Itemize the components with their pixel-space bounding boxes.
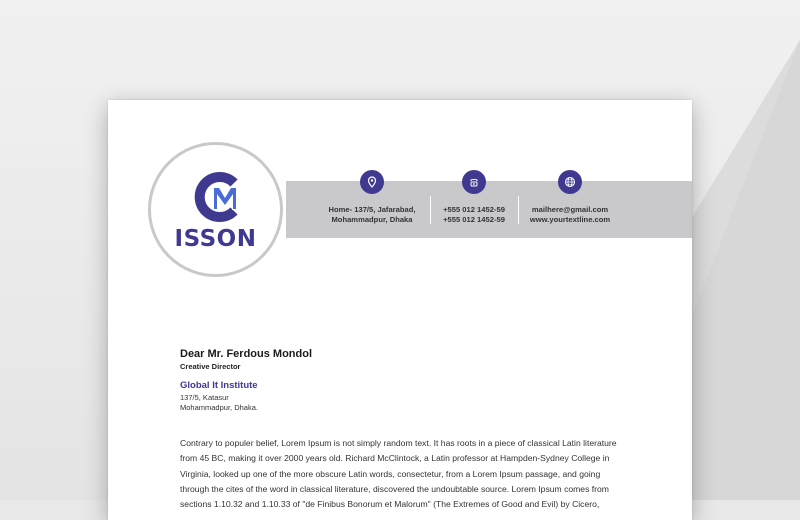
web-info [520, 205, 620, 225]
phone-line-2: +555 012 1452-59 [443, 215, 505, 224]
logo-wordmark: ISSON [174, 226, 257, 252]
body-line: Virginia, looked up one of the more obscure Latin words, consectetur, from a Lorem Ipsum passage, and going [180, 468, 601, 479]
website-line: www.yourtextline.com [529, 215, 611, 224]
phone-line-1: +555 012 1452-59 [443, 205, 505, 214]
contact-divider [430, 196, 431, 224]
phone-icon [462, 170, 486, 194]
letter-body [180, 436, 635, 512]
address-line-2: Mohammadpur, Dhaka [331, 215, 413, 224]
salutation: Dear Mr. Ferdous Mondol [180, 348, 313, 360]
body-line: sections 1.10.32 and 1.10.33 of "de Finibus Bonorum et Malorum" (The Extremes of Good and Evil) by Cicero, [180, 499, 600, 510]
recipient-title: Creative Director [180, 362, 241, 371]
letterhead-page [108, 100, 692, 520]
globe-icon [558, 170, 582, 194]
body-line: Contrary to populer belief, Lorem Ipsum is not simply random text. It has roots in a piece of classical Latin literature [180, 438, 617, 448]
address-info [316, 205, 428, 225]
logo-mark-icon [194, 172, 244, 222]
address-line-1: 137/5, Katasur [180, 393, 229, 402]
recipient-organization: Global It Institute [180, 380, 258, 391]
address-line-1: Home- 137/5, Jafarabad, [328, 205, 416, 214]
recipient-address [180, 393, 258, 413]
body-line: from 45 BC, making it over 2000 years old. Richard McClintock, a Latin professor at Hampden-Sydney College in [180, 453, 610, 464]
body-line: through the cites of the word in classical literature, discovered the undoubtable source. Lorem Ipsum comes from [180, 483, 609, 494]
phone-info [433, 205, 515, 225]
contact-divider [518, 196, 519, 224]
location-pin-icon [360, 170, 384, 194]
email-line: mailhere@gmail.com [531, 205, 609, 214]
address-line-2: Mohammadpur, Dhaka. [180, 403, 258, 412]
logo-badge [148, 142, 283, 277]
